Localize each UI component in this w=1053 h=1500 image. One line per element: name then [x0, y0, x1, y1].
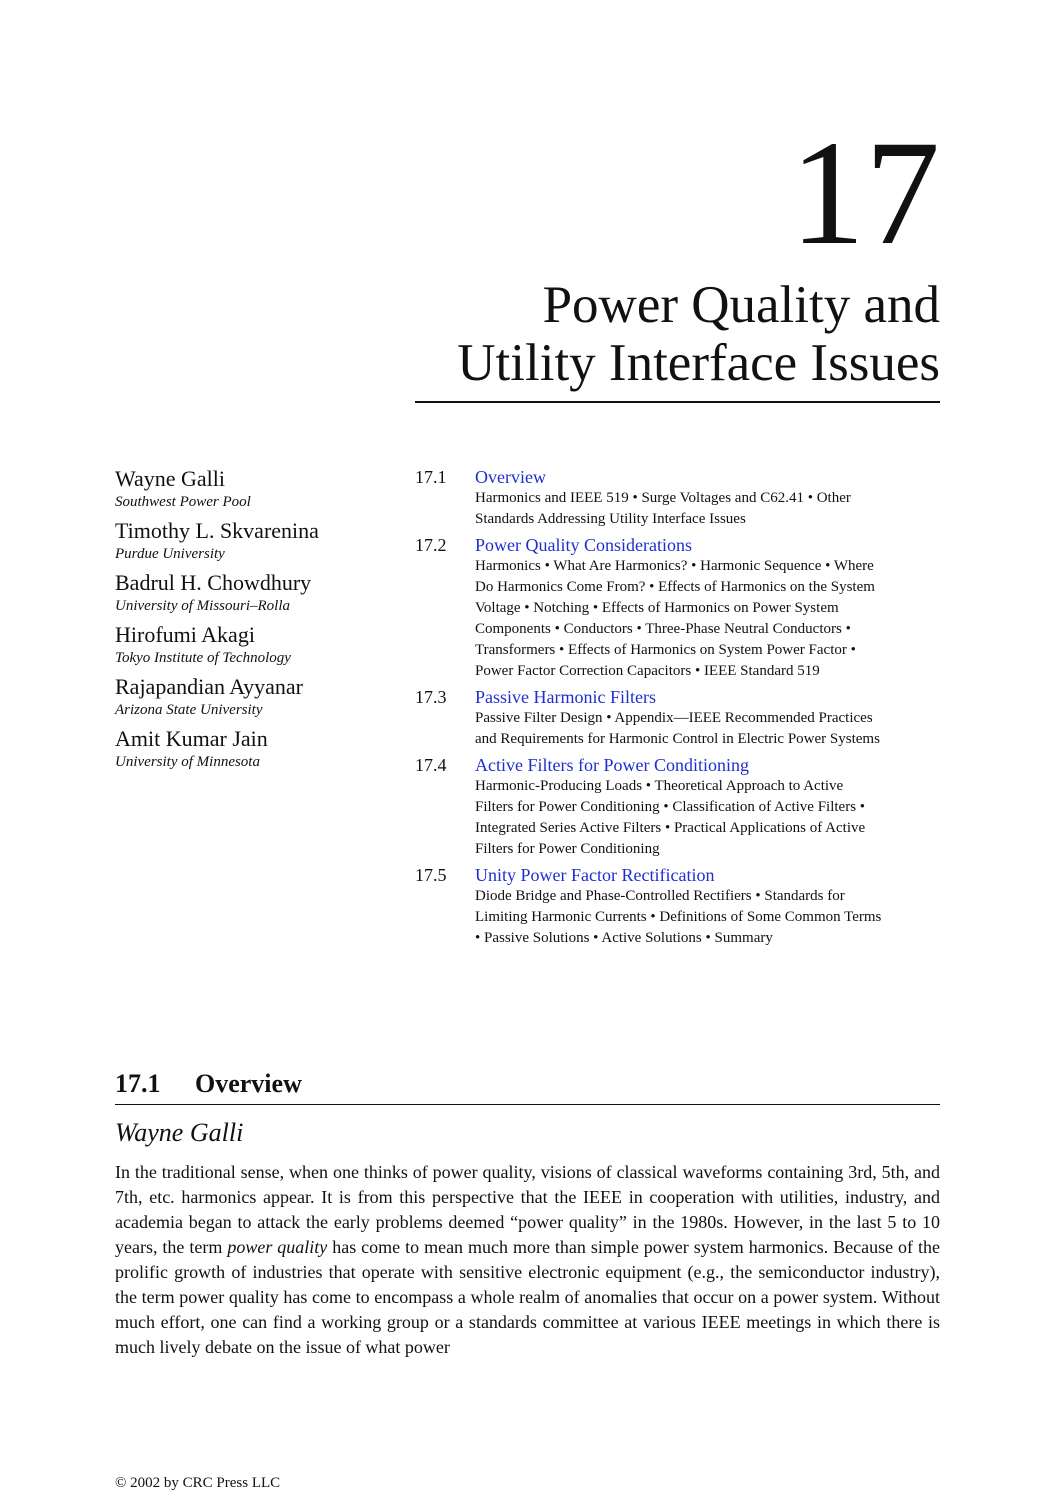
author-affiliation: University of Missouri–Rolla: [115, 598, 290, 614]
toc-section-link[interactable]: Active Filters for Power Conditioning: [475, 755, 749, 775]
author-affiliation: University of Minnesota: [115, 754, 260, 770]
author-entry: [115, 726, 395, 772]
body-text-emphasis: power quality: [227, 1237, 328, 1257]
author-affiliation: Arizona State University: [115, 702, 263, 718]
toc-section-description: Passive Filter Design • Appendix—IEEE Recommended Practices and Requirements for Harmonic Control in Electric Power Systems: [475, 710, 880, 747]
toc-section-description: Harmonic-Producing Loads • Theoretical Approach to Active Filters for Power Conditioning • Classification of Active Filters • Integrated Series Active Filters • Practical Applications of Active Filters for Power Conditioning: [475, 778, 866, 857]
copyright-notice: © 2002 by CRC Press LLC: [115, 1475, 281, 1491]
section-heading-rule: [115, 1104, 940, 1105]
section-title: Overview: [195, 1069, 302, 1098]
toc-section-number: 17.4: [415, 755, 447, 775]
body-text-part: has come to mean much more than simple power system harmonics. Because of the prolific growth of industries that operate with sensitive electronic equipment (e.g., the semiconductor industry), the term power quality has come to encompass a whole realm of anomalies that occur on a power system. Without much effort, one can find a working group or a standards committee at various IEEE meetings in which there is much lively debate on the issue of what power: [115, 1237, 940, 1357]
author-name: Wayne Galli: [115, 466, 226, 491]
author-entry: [115, 570, 395, 616]
section-heading: [115, 1068, 940, 1100]
author-list: [115, 466, 395, 778]
author-name: Rajapandian Ayyanar: [115, 674, 303, 699]
author-name: Hirofumi Akagi: [115, 622, 255, 647]
author-entry: [115, 518, 395, 564]
toc-section-description: Harmonics • What Are Harmonics? • Harmonic Sequence • Where Do Harmonics Come From? • Effects of Harmonics on the System Voltage • Notching • Effects of Harmonics on Power System Components • Conductors • Three-Phase Neutral Conductors • Transformers • Effects of Harmonics on System Power Factor • Power Factor Correction Capacitors • IEEE Standard 519: [475, 558, 875, 679]
author-name: Timothy L. Skvarenina: [115, 518, 319, 543]
chapter-title-rule: [415, 401, 940, 403]
chapter-number: 17: [790, 110, 940, 276]
chapter-title-line-1: Power Quality and: [542, 276, 940, 334]
toc-entry: [415, 534, 895, 682]
toc-entry: [415, 686, 895, 750]
toc-section-link[interactable]: Power Quality Considerations: [475, 535, 692, 555]
toc-section-number: 17.2: [415, 535, 447, 555]
chapter-title-line-2: Utility Interface Issues: [457, 334, 940, 392]
toc-section-link[interactable]: Overview: [475, 467, 546, 487]
author-name: Badrul H. Chowdhury: [115, 570, 312, 595]
section-number: 17.1: [115, 1069, 161, 1098]
toc-entry: [415, 466, 895, 530]
author-entry: [115, 466, 395, 512]
toc-section-link[interactable]: Unity Power Factor Rectification: [475, 865, 715, 885]
author-entry: [115, 674, 395, 720]
toc-section-number: 17.1: [415, 467, 447, 487]
toc-entry: [415, 864, 895, 949]
toc-section-number: 17.3: [415, 687, 447, 707]
body-text-part: In the traditional sense, when one thinks of power quality, visions of classical waveforms containing 3rd, 5th, and 7th, etc. harmonics appear. It is from this perspective that the IEEE in cooperation with utilities, industry, and academia began to attack the early problems deemed “power quality” in the 1980s. However, in the last 5 to 10 years, the term: [115, 1162, 940, 1257]
table-of-contents: [415, 466, 895, 953]
author-name: Amit Kumar Jain: [115, 726, 268, 751]
toc-section-description: Diode Bridge and Phase-Controlled Rectifiers • Standards for Limiting Harmonic Currents • Definitions of Some Common Terms • Passive Solutions • Active Solutions • Summary: [475, 888, 882, 946]
chapter-title: [380, 276, 940, 392]
author-affiliation: Tokyo Institute of Technology: [115, 650, 291, 666]
author-affiliation: Southwest Power Pool: [115, 494, 251, 510]
author-entry: [115, 622, 395, 668]
toc-section-description: Harmonics and IEEE 519 • Surge Voltages and C62.41 • Other Standards Addressing Utility Interface Issues: [475, 490, 851, 527]
section-author: Wayne Galli: [115, 1118, 244, 1147]
toc-section-link[interactable]: Passive Harmonic Filters: [475, 687, 656, 707]
toc-section-number: 17.5: [415, 865, 447, 885]
author-affiliation: Purdue University: [115, 546, 225, 562]
toc-entry: [415, 754, 895, 860]
body-paragraph: [115, 1160, 940, 1360]
